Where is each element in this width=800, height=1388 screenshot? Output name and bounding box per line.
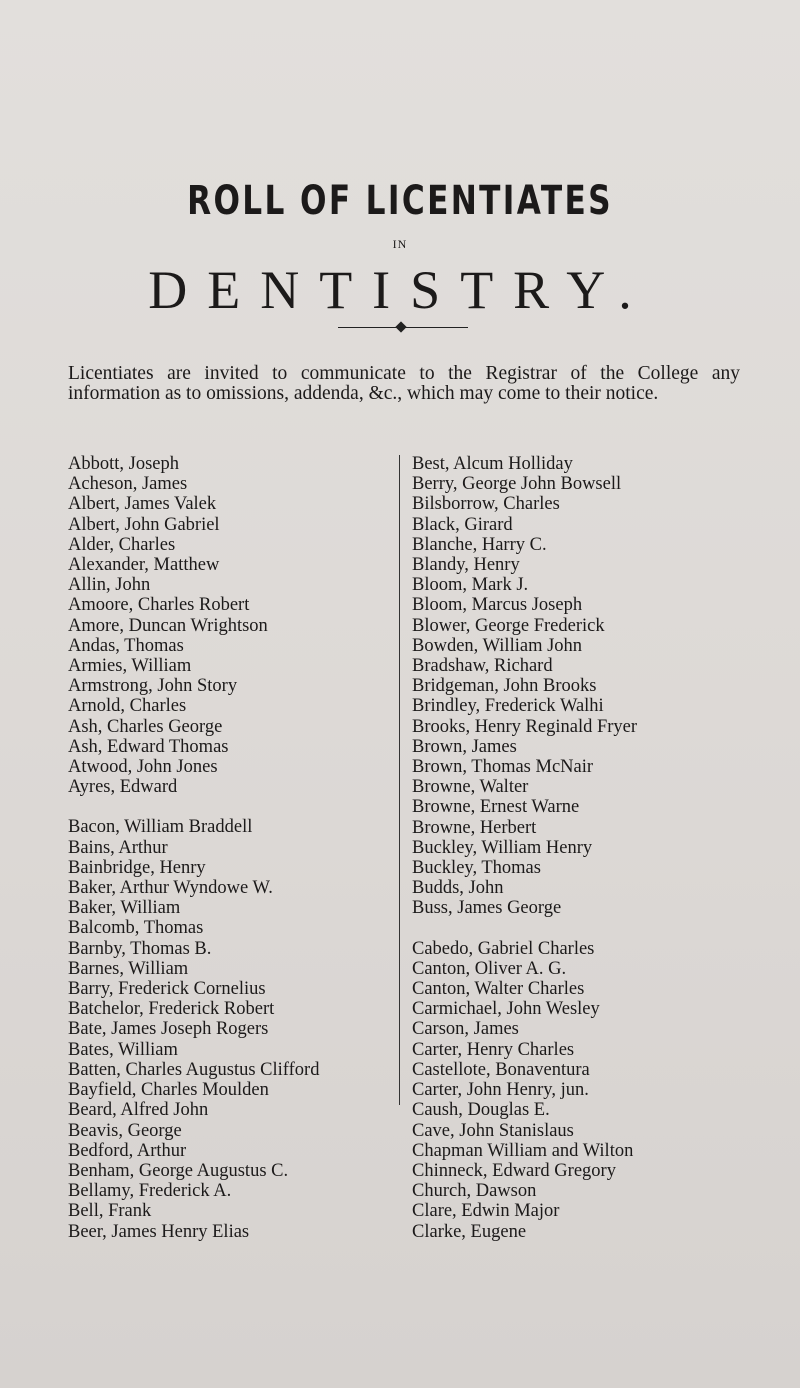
licentiate-name: Beard, Alfred John (68, 1100, 209, 1121)
licentiate-name: Browne, Walter (412, 777, 529, 798)
licentiate-name: Brooks, Henry Reginald Fryer (412, 716, 638, 737)
licentiate-name: Amore, Duncan Wrightson (68, 615, 268, 636)
licentiate-name: Bate, James Joseph Rogers (68, 1019, 269, 1040)
licentiate-name: Bowden, William John (412, 635, 583, 656)
licentiate-name: Balcomb, Thomas (68, 918, 204, 939)
licentiate-name: Canton, Walter Charles (412, 979, 585, 1000)
licentiate-name: Barnes, William (68, 958, 189, 979)
licentiate-name: Bedford, Arthur (68, 1140, 187, 1161)
licentiate-name: Black, Girard (412, 514, 513, 535)
licentiate-name: Amoore, Charles Robert (68, 595, 250, 616)
licentiate-name: Carmichael, John Wesley (412, 999, 600, 1020)
licentiate-name: Bacon, William Braddell (68, 817, 253, 838)
licentiate-name: Blandy, Henry (412, 555, 520, 576)
diamond-ornament-icon (395, 321, 406, 332)
licentiate-name: Berry, George John Bowsell (412, 474, 622, 495)
licentiate-name: Albert, James Valek (68, 494, 217, 515)
licentiate-name: Ash, Charles George (68, 716, 223, 737)
licentiate-name: Canton, Oliver A. G. (412, 958, 567, 979)
names-column-left (68, 454, 428, 1242)
licentiate-name: Church, Dawson (412, 1181, 537, 1202)
licentiate-name: Brindley, Frederick Walhi (412, 696, 604, 717)
licentiate-name: Brown, Thomas McNair (412, 757, 594, 778)
licentiate-name: Carter, John Henry, jun. (412, 1080, 589, 1101)
licentiate-name: Bridgeman, John Brooks (412, 676, 597, 697)
licentiate-name: Best, Alcum Holliday (412, 454, 573, 474)
licentiate-name: Andas, Thomas (68, 635, 184, 656)
title-connector: IN (392, 237, 408, 251)
licentiate-name: Clare, Edwin Major (412, 1201, 560, 1222)
licentiate-name: Bates, William (68, 1039, 178, 1060)
licentiate-name: Albert, John Gabriel (68, 514, 220, 535)
licentiate-name: Buckley, William Henry (412, 837, 593, 858)
licentiate-name: Bains, Arthur (68, 837, 168, 858)
licentiate-name: Blanche, Harry C. (412, 534, 547, 555)
section-gap (68, 797, 428, 817)
licentiate-name: Bradshaw, Richard (412, 656, 553, 677)
column-divider (399, 455, 400, 1105)
licentiate-name: Bellamy, Frederick A. (68, 1181, 232, 1202)
licentiate-name: Blower, George Frederick (412, 615, 605, 636)
licentiate-name: Carter, Henry Charles (412, 1039, 575, 1060)
names-column-right (412, 454, 772, 1242)
licentiate-name: Alexander, Matthew (68, 555, 220, 576)
licentiate-name: Brown, James (412, 736, 517, 757)
licentiate-name: Armies, William (68, 656, 192, 677)
licentiate-name: Bilsborrow, Charles (412, 494, 560, 515)
licentiate-name: Cave, John Stanislaus (412, 1120, 574, 1141)
licentiate-name: Carson, James (412, 1019, 519, 1040)
licentiate-name: Buckley, Thomas (412, 858, 541, 879)
section-gap (412, 919, 772, 939)
licentiate-name: Baker, Arthur Wyndowe W. (68, 878, 273, 899)
licentiate-name: Ash, Edward Thomas (68, 736, 229, 757)
licentiate-name: Arnold, Charles (68, 696, 187, 717)
licentiate-name: Baker, William (68, 898, 181, 919)
licentiate-name: Atwood, John Jones (68, 757, 218, 778)
licentiate-name: Alder, Charles (68, 534, 176, 555)
licentiate-name: Abbott, Joseph (68, 454, 179, 474)
licentiate-name: Chinneck, Edward Gregory (412, 1160, 616, 1181)
licentiate-name: Bloom, Mark J. (412, 575, 529, 596)
licentiate-name: Allin, John (68, 575, 151, 596)
licentiate-name: Armstrong, John Story (68, 676, 238, 697)
licentiate-name: Batten, Charles Augustus Clifford (68, 1059, 320, 1080)
licentiate-name: Ayres, Edward (68, 777, 178, 798)
licentiate-name: Budds, John (412, 878, 504, 899)
licentiate-name: Cabedo, Gabriel Charles (412, 938, 595, 959)
licentiate-name: Acheson, James (68, 474, 188, 495)
licentiate-name: Barry, Frederick Cornelius (68, 979, 266, 1000)
licentiate-name: Browne, Herbert (412, 817, 537, 838)
subject-heading: DENTISTRY. (148, 260, 652, 320)
licentiate-name: Bainbridge, Henry (68, 857, 206, 878)
licentiate-name: Bell, Frank (68, 1201, 152, 1222)
licentiate-name: Barnby, Thomas B. (68, 938, 212, 959)
page-title: ROLL OF LICENTIATES (187, 178, 613, 224)
licentiate-name: Bayfield, Charles Moulden (68, 1080, 269, 1101)
licentiate-name: Beer, James Henry Elias (68, 1221, 250, 1242)
licentiate-name: Chapman William and Wilton (412, 1140, 634, 1161)
licentiate-name: Browne, Ernest Warne (412, 797, 580, 818)
notice-paragraph: Licentiates are invited to communicate to the Registrar of the College any information as to omissions, addenda, &c., which may come to their notice. (68, 363, 740, 404)
licentiate-name: Beavis, George (68, 1120, 182, 1141)
licentiate-name: Caush, Douglas E. (412, 1100, 550, 1121)
licentiate-name: Benham, George Augustus C. (68, 1160, 289, 1181)
licentiate-name: Castellote, Bonaventura (412, 1059, 590, 1080)
licentiate-name: Buss, James George (412, 898, 562, 919)
licentiate-name: Batchelor, Frederick Robert (68, 999, 275, 1020)
licentiate-name: Bloom, Marcus Joseph (412, 595, 583, 616)
licentiate-name: Clarke, Eugene (412, 1221, 527, 1242)
